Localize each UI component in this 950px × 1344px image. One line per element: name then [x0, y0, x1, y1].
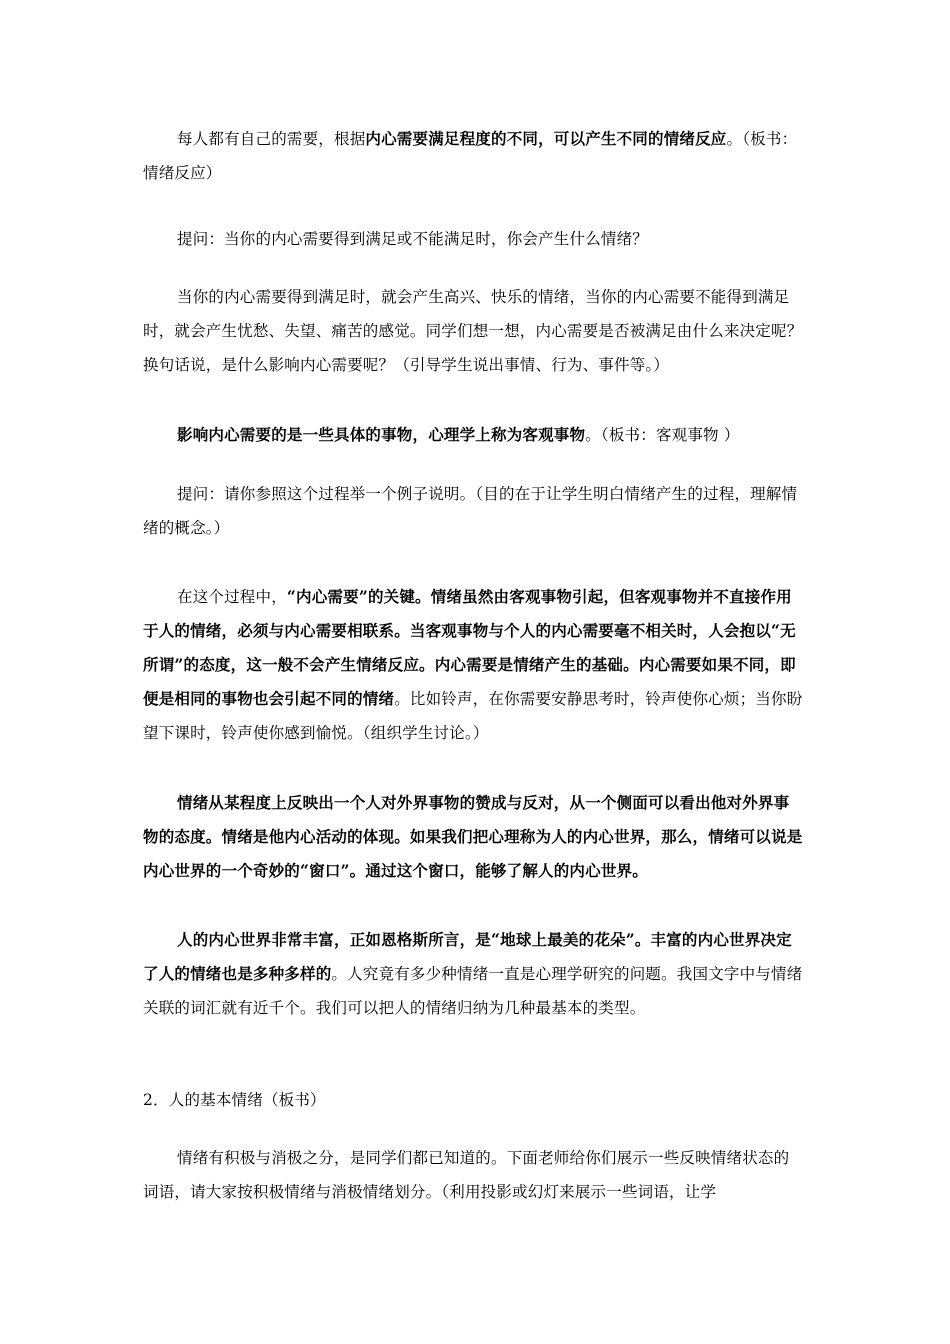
- section-heading-basic-emotions: 2．人的基本情绪（板书）: [143, 1091, 326, 1109]
- paragraph-question-2: 提问：请你参照这个过程举一个例子说明。（目的在于让学生明白情绪产生的过程，理解情绪的概念。）: [143, 485, 798, 537]
- paragraph-emotion-window: 情绪从某程度上反映出一个人对外界事物的赞成与反对，从一个侧面可以看出他对外界事物的态度。情绪是他内心活动的体现。如果我们把心理称为人的内心世界，那么，情绪可以说是内心世界的一个奇妙的“窗口”。通过这个窗口，能够了解人的内心世界。: [143, 793, 803, 880]
- bold-text-run: 影响内心需要的是一些具体的事物，心理学上称为客观事物: [177, 425, 586, 444]
- bold-text-run: 人的内心世界非常丰富，正如恩格斯所言，是“地球上最美的花朵”。丰富的内心世界决定了人的情绪也是多种多样的: [143, 930, 792, 983]
- paragraph-needs-satisfied: 当你的内心需要得到满足时，就会产生高兴、快乐的情绪，当你的内心需要不能得到满足时，就会产生忧愁、失望、痛苦的感觉。同学们想一想，内心需要是否被满足由什么来决定呢？换句话说，是什么影响内心需要呢？（引导学生说出事情、行为、事件等。）: [143, 288, 803, 374]
- text-run: 。人究竟有多少种情绪一直是心理学研究的问题。我国文字中与情绪关联的词汇就有近千个。我们可以把人的情绪归纳为几种最基本的类型。: [143, 965, 803, 1017]
- paragraph-objective-things: [143, 418, 803, 452]
- paragraph-positive-negative: 情绪有积极与消极之分，是同学们都已知道的。下面老师给你们展示一些反映情绪状态的词语，请大家按积极情绪与消极情绪划分。（利用投影或幻灯来展示一些词语，让学: [143, 1149, 790, 1201]
- paragraph-question-1: 提问：当你的内心需要得到满足或不能满足时，你会产生什么情绪？: [177, 230, 649, 248]
- paragraph-emotion-response: [143, 122, 803, 190]
- bold-text-run: “内心需要”的关键。情绪虽然由客观事物引起，但客观事物并不直接作用于人的情绪，必须与内心需要相联系。当客观事物与个人的内心需要毫不相关时，人会抱以“无所谓”的态度，这一般不会产生情绪反应。内心需要是情绪产生的基础。内心需要如果不同，即便是相同的事物也会引起不同的情绪: [143, 587, 796, 708]
- paragraph-inner-needs: [143, 580, 803, 750]
- text-run: 。比如铃声，在你需要安静思考时，铃声使你心烦；当你盼望下课时，铃声使你感到愉悦。（组织学生讨论。）: [143, 690, 803, 742]
- text-run: 。（板书： 情绪反应）: [143, 130, 798, 182]
- paragraph-inner-world: [143, 923, 803, 1025]
- bold-text-run: 内心需要满足程度的不同，可以产生不同的情绪反应: [365, 129, 727, 148]
- text-run: 每人都有自己的需要，根据: [177, 130, 366, 148]
- text-run: 。（板书：客观事物 ）: [585, 426, 740, 444]
- text-run: 在这个过程中，: [177, 588, 287, 606]
